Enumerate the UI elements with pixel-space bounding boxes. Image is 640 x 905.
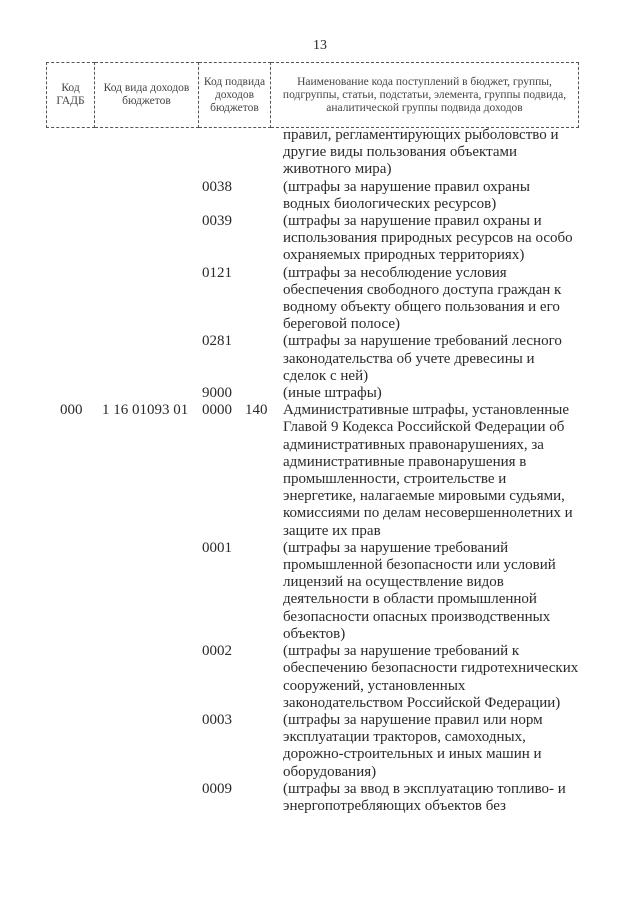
cell-income-code: 1 16 01093 01 xyxy=(102,402,189,419)
table-row xyxy=(46,179,582,213)
cell-name: (штрафы за нарушение требований лесного законодательства об учете древесины и сделок с ней) xyxy=(283,333,562,384)
cell-name: (иные штрафы) xyxy=(283,385,382,402)
cell-name: (штрафы за нарушение правил или норм эксплуатации тракторов, самоходных, дорожно-строительных и иных машин и оборудования) xyxy=(283,711,543,780)
cell-name: (штрафы за нарушение правил охраны и использования природных ресурсов на особо охраняемых природных территориях) xyxy=(283,213,573,264)
cell-subtype-code: 0039 xyxy=(202,213,232,230)
cell-name: (штрафы за нарушение требований промышленной безопасности или условий лицензий на осуществление видов деятельности в области промышленной безопасности опасных производственных объектов) xyxy=(283,539,556,642)
table-row xyxy=(46,540,582,643)
table-row xyxy=(46,213,582,265)
table-row xyxy=(46,385,582,402)
cell-subtype-code: 0000 xyxy=(202,402,232,419)
table-row xyxy=(46,712,582,781)
page-number: 13 xyxy=(313,38,327,53)
cell-name: (штрафы за несоблюдение условия обеспечения свободного доступа граждан к водному объекту общего пользования и его береговой полосе) xyxy=(283,264,562,333)
table-row xyxy=(46,781,582,815)
table-row xyxy=(46,402,582,540)
cell-subtype-code: 0002 xyxy=(202,643,232,660)
cell-analytic-code: 140 xyxy=(245,402,268,419)
header-gadb: Код ГАДБ xyxy=(47,63,95,128)
table-row xyxy=(46,265,582,334)
table-row xyxy=(46,127,582,179)
header-name: Наименование кода поступлений в бюджет, группы, подгруппы, статьи, подстатьи, элемента, группы подвида, аналитической группы подвида доходов xyxy=(271,63,579,128)
cell-subtype-code: 0038 xyxy=(202,178,232,195)
header-subtype-code: Код подвида доходов бюджетов xyxy=(199,63,271,128)
cell-subtype-code: 9000 xyxy=(202,385,232,402)
cell-subtype-code: 0001 xyxy=(202,539,232,556)
cell-name: (штрафы за ввод в эксплуатацию топливо- и энергопотребляющих объектов без xyxy=(283,780,566,814)
header-income-code: Код вида доходов бюджетов xyxy=(95,63,199,128)
cell-subtype-code: 0121 xyxy=(202,264,232,281)
cell-subtype-code: 0009 xyxy=(202,780,232,797)
cell-subtype-code: 0281 xyxy=(202,333,232,350)
cell-gadb: 000 xyxy=(60,402,83,419)
cell-name: (штрафы за нарушение требований к обеспечению безопасности гидротехнических сооружений, установленных законодательством Российской Федерации) xyxy=(283,643,579,711)
cell-name: (штрафы за нарушение правил охраны водных биологических ресурсов) xyxy=(283,178,530,212)
cell-name: правил, регламентирующих рыболовство и другие виды пользования объектами животного мира) xyxy=(283,127,559,178)
cell-subtype-code: 0003 xyxy=(202,711,232,728)
cell-name: Административные штрафы, установленные Главой 9 Кодекса Российской Федерации об административных правонарушениях, за административные правонарушения в промышленности, строительстве и энергетике, налагаемые мировыми судьями, комиссиями по делам несовершеннолетних и защите их прав xyxy=(283,402,573,539)
table-row xyxy=(46,333,582,385)
table-row xyxy=(46,643,582,712)
table-header xyxy=(46,62,579,128)
table-body xyxy=(46,127,582,815)
